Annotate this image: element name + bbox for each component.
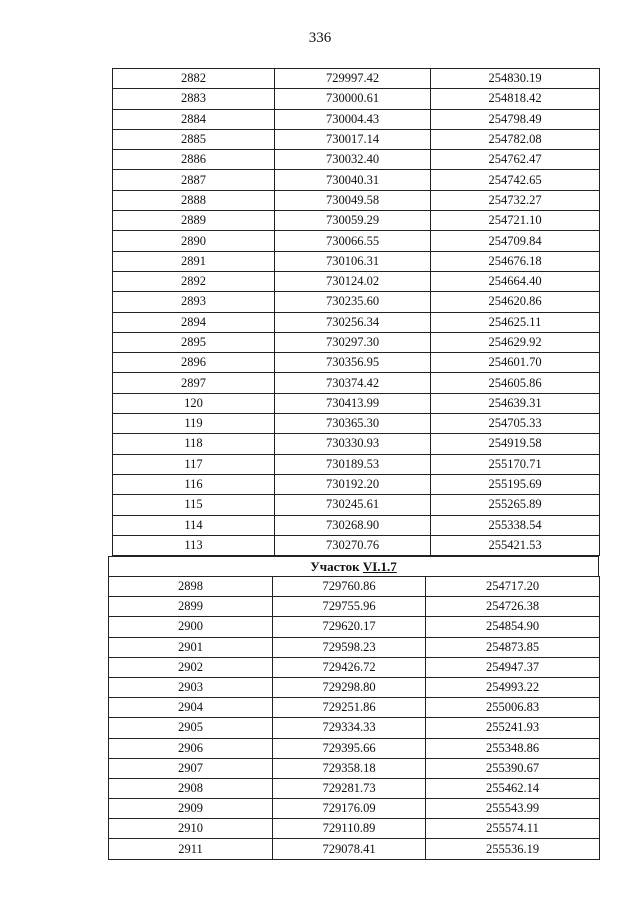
x-coordinate-cell: 730268.90 bbox=[275, 515, 431, 535]
table-row bbox=[113, 211, 600, 231]
point-number-cell: 2905 bbox=[109, 718, 273, 738]
point-number-cell: 2890 bbox=[113, 231, 275, 251]
x-coordinate-cell: 730256.34 bbox=[275, 312, 431, 332]
table-row bbox=[113, 414, 600, 434]
x-coordinate-cell: 730032.40 bbox=[275, 150, 431, 170]
x-coordinate-cell: 729334.33 bbox=[273, 718, 426, 738]
y-coordinate-cell: 254782.08 bbox=[431, 129, 600, 149]
x-coordinate-cell: 729251.86 bbox=[273, 698, 426, 718]
x-coordinate-cell: 729078.41 bbox=[273, 839, 426, 859]
x-coordinate-cell: 729426.72 bbox=[273, 657, 426, 677]
table-row bbox=[113, 332, 600, 352]
x-coordinate-cell: 729281.73 bbox=[273, 778, 426, 798]
x-coordinate-cell: 730245.61 bbox=[275, 495, 431, 515]
point-number-cell: 2909 bbox=[109, 799, 273, 819]
point-number-cell: 2911 bbox=[109, 839, 273, 859]
y-coordinate-cell: 254705.33 bbox=[431, 414, 600, 434]
y-coordinate-cell: 254762.47 bbox=[431, 150, 600, 170]
x-coordinate-cell: 730235.60 bbox=[275, 292, 431, 312]
x-coordinate-cell: 729395.66 bbox=[273, 738, 426, 758]
x-coordinate-cell: 730017.14 bbox=[275, 129, 431, 149]
table-row bbox=[109, 677, 600, 697]
table-row bbox=[109, 799, 600, 819]
x-coordinate-cell: 730059.29 bbox=[275, 211, 431, 231]
point-number-cell: 2902 bbox=[109, 657, 273, 677]
x-coordinate-cell: 730365.30 bbox=[275, 414, 431, 434]
point-number-cell: 2899 bbox=[109, 597, 273, 617]
y-coordinate-cell: 254625.11 bbox=[431, 312, 600, 332]
y-coordinate-cell: 255195.69 bbox=[431, 474, 600, 494]
x-coordinate-cell: 729598.23 bbox=[273, 637, 426, 657]
y-coordinate-cell: 254620.86 bbox=[431, 292, 600, 312]
point-number-cell: 2884 bbox=[113, 109, 275, 129]
point-number-cell: 2906 bbox=[109, 738, 273, 758]
point-number-cell: 113 bbox=[113, 535, 275, 555]
x-coordinate-cell: 729620.17 bbox=[273, 617, 426, 637]
x-coordinate-cell: 730106.31 bbox=[275, 251, 431, 271]
table-row bbox=[109, 617, 600, 637]
point-number-cell: 2887 bbox=[113, 170, 275, 190]
point-number-cell: 2892 bbox=[113, 271, 275, 291]
y-coordinate-cell: 254605.86 bbox=[431, 373, 600, 393]
y-coordinate-cell: 254676.18 bbox=[431, 251, 600, 271]
table-row bbox=[109, 597, 600, 617]
y-coordinate-cell: 254873.85 bbox=[426, 637, 600, 657]
table-row bbox=[113, 454, 600, 474]
section-id: VI.1.7 bbox=[362, 559, 397, 575]
y-coordinate-cell: 255241.93 bbox=[426, 718, 600, 738]
table-row bbox=[113, 170, 600, 190]
y-coordinate-cell: 254993.22 bbox=[426, 677, 600, 697]
point-number-cell: 2889 bbox=[113, 211, 275, 231]
y-coordinate-cell: 254818.42 bbox=[431, 89, 600, 109]
table-row bbox=[109, 718, 600, 738]
table-row bbox=[113, 515, 600, 535]
point-number-cell: 119 bbox=[113, 414, 275, 434]
table-row bbox=[113, 292, 600, 312]
coordinates-table-top bbox=[112, 68, 600, 556]
section-header-row bbox=[109, 557, 599, 577]
y-coordinate-cell: 255536.19 bbox=[426, 839, 600, 859]
point-number-cell: 2896 bbox=[113, 353, 275, 373]
table-row bbox=[113, 190, 600, 210]
x-coordinate-cell: 730040.31 bbox=[275, 170, 431, 190]
table-row bbox=[113, 353, 600, 373]
x-coordinate-cell: 729176.09 bbox=[273, 799, 426, 819]
x-coordinate-cell: 729358.18 bbox=[273, 758, 426, 778]
table-row bbox=[109, 778, 600, 798]
point-number-cell: 2897 bbox=[113, 373, 275, 393]
point-number-cell: 2895 bbox=[113, 332, 275, 352]
point-number-cell: 2908 bbox=[109, 778, 273, 798]
point-number-cell: 2893 bbox=[113, 292, 275, 312]
table-row bbox=[109, 819, 600, 839]
x-coordinate-cell: 730066.55 bbox=[275, 231, 431, 251]
table-row bbox=[113, 312, 600, 332]
y-coordinate-cell: 254639.31 bbox=[431, 393, 600, 413]
y-coordinate-cell: 255265.89 bbox=[431, 495, 600, 515]
table-row bbox=[113, 69, 600, 89]
x-coordinate-cell: 730270.76 bbox=[275, 535, 431, 555]
y-coordinate-cell: 254601.70 bbox=[431, 353, 600, 373]
x-coordinate-cell: 730124.02 bbox=[275, 271, 431, 291]
table-row bbox=[113, 231, 600, 251]
point-number-cell: 115 bbox=[113, 495, 275, 515]
point-number-cell: 2904 bbox=[109, 698, 273, 718]
point-number-cell: 2888 bbox=[113, 190, 275, 210]
table-row bbox=[113, 150, 600, 170]
x-coordinate-cell: 729997.42 bbox=[275, 69, 431, 89]
x-coordinate-cell: 730374.42 bbox=[275, 373, 431, 393]
point-number-cell: 116 bbox=[113, 474, 275, 494]
x-coordinate-cell: 729298.80 bbox=[273, 677, 426, 697]
point-number-cell: 118 bbox=[113, 434, 275, 454]
table-row bbox=[109, 839, 600, 859]
y-coordinate-cell: 254717.20 bbox=[426, 577, 600, 597]
table-row bbox=[113, 434, 600, 454]
point-number-cell: 2891 bbox=[113, 251, 275, 271]
y-coordinate-cell: 254629.92 bbox=[431, 332, 600, 352]
table-row bbox=[109, 738, 600, 758]
point-number-cell: 114 bbox=[113, 515, 275, 535]
point-number-cell: 2900 bbox=[109, 617, 273, 637]
y-coordinate-cell: 255006.83 bbox=[426, 698, 600, 718]
table-row bbox=[113, 535, 600, 555]
coordinates-table-bottom-body bbox=[109, 577, 600, 860]
point-number-cell: 120 bbox=[113, 393, 275, 413]
y-coordinate-cell: 255338.54 bbox=[431, 515, 600, 535]
table-row bbox=[113, 271, 600, 291]
y-coordinate-cell: 255462.14 bbox=[426, 778, 600, 798]
table-row bbox=[109, 657, 600, 677]
point-number-cell: 2898 bbox=[109, 577, 273, 597]
section-label: Участок bbox=[310, 559, 360, 575]
y-coordinate-cell: 254721.10 bbox=[431, 211, 600, 231]
x-coordinate-cell: 730189.53 bbox=[275, 454, 431, 474]
table-row bbox=[113, 373, 600, 393]
y-coordinate-cell: 255348.86 bbox=[426, 738, 600, 758]
table-row bbox=[113, 495, 600, 515]
point-number-cell: 2903 bbox=[109, 677, 273, 697]
page-number: 336 bbox=[308, 30, 332, 46]
point-number-cell: 2894 bbox=[113, 312, 275, 332]
section-header-table bbox=[108, 556, 599, 577]
y-coordinate-cell: 255543.99 bbox=[426, 799, 600, 819]
x-coordinate-cell: 729755.96 bbox=[273, 597, 426, 617]
point-number-cell: 2885 bbox=[113, 129, 275, 149]
x-coordinate-cell: 730413.99 bbox=[275, 393, 431, 413]
y-coordinate-cell: 255390.67 bbox=[426, 758, 600, 778]
y-coordinate-cell: 254798.49 bbox=[431, 109, 600, 129]
y-coordinate-cell: 254664.40 bbox=[431, 271, 600, 291]
coordinates-table-bottom bbox=[108, 576, 600, 860]
y-coordinate-cell: 255421.53 bbox=[431, 535, 600, 555]
y-coordinate-cell: 255574.11 bbox=[426, 819, 600, 839]
point-number-cell: 117 bbox=[113, 454, 275, 474]
point-number-cell: 2907 bbox=[109, 758, 273, 778]
y-coordinate-cell: 254732.27 bbox=[431, 190, 600, 210]
point-number-cell: 2882 bbox=[113, 69, 275, 89]
table-row bbox=[113, 251, 600, 271]
table-row bbox=[113, 109, 600, 129]
y-coordinate-cell: 254947.37 bbox=[426, 657, 600, 677]
table-row bbox=[109, 577, 600, 597]
table-row bbox=[113, 89, 600, 109]
y-coordinate-cell: 254726.38 bbox=[426, 597, 600, 617]
x-coordinate-cell: 730192.20 bbox=[275, 474, 431, 494]
point-number-cell: 2910 bbox=[109, 819, 273, 839]
point-number-cell: 2901 bbox=[109, 637, 273, 657]
point-number-cell: 2883 bbox=[113, 89, 275, 109]
x-coordinate-cell: 730004.43 bbox=[275, 109, 431, 129]
y-coordinate-cell: 255170.71 bbox=[431, 454, 600, 474]
table-row bbox=[109, 758, 600, 778]
section-header-cell bbox=[109, 557, 599, 577]
y-coordinate-cell: 254709.84 bbox=[431, 231, 600, 251]
point-number-cell: 2886 bbox=[113, 150, 275, 170]
table-row bbox=[113, 474, 600, 494]
y-coordinate-cell: 254742.65 bbox=[431, 170, 600, 190]
coordinates-table-top-body bbox=[113, 69, 600, 556]
table-row bbox=[109, 698, 600, 718]
x-coordinate-cell: 730000.61 bbox=[275, 89, 431, 109]
x-coordinate-cell: 729760.86 bbox=[273, 577, 426, 597]
y-coordinate-cell: 254854.90 bbox=[426, 617, 600, 637]
table-row bbox=[113, 393, 600, 413]
table-row bbox=[109, 637, 600, 657]
table-row bbox=[113, 129, 600, 149]
x-coordinate-cell: 730049.58 bbox=[275, 190, 431, 210]
x-coordinate-cell: 729110.89 bbox=[273, 819, 426, 839]
x-coordinate-cell: 730356.95 bbox=[275, 353, 431, 373]
y-coordinate-cell: 254830.19 bbox=[431, 69, 600, 89]
y-coordinate-cell: 254919.58 bbox=[431, 434, 600, 454]
x-coordinate-cell: 730330.93 bbox=[275, 434, 431, 454]
x-coordinate-cell: 730297.30 bbox=[275, 332, 431, 352]
